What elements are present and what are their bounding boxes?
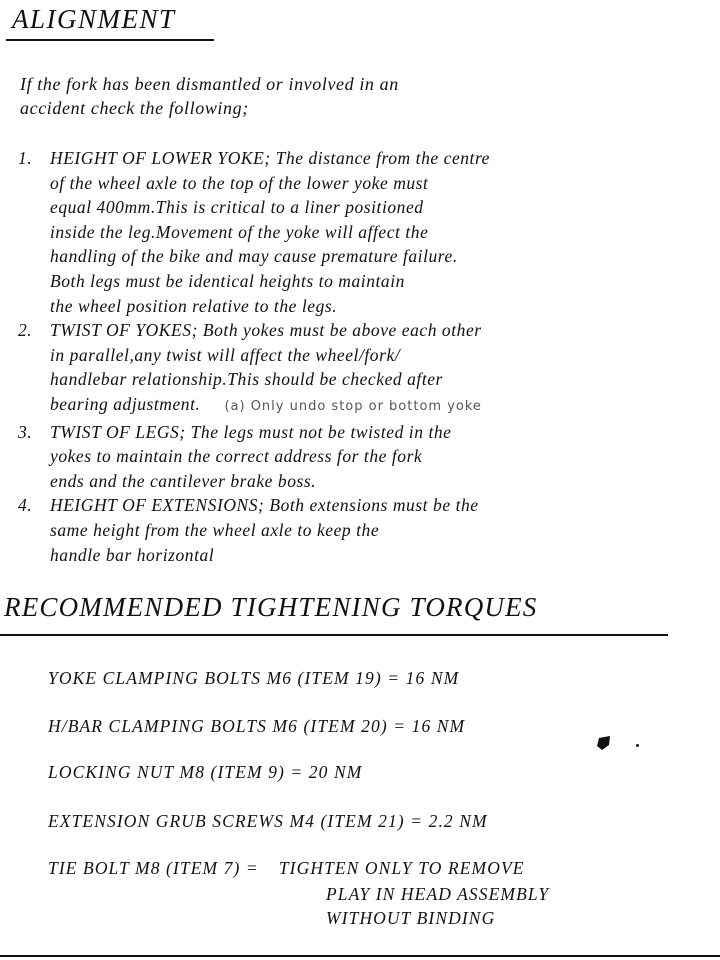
alignment-heading: ALIGNMENT: [12, 4, 176, 34]
item-number: 3.: [18, 421, 33, 442]
torques-heading-underline: [0, 634, 668, 636]
item-line: handling of the bike and may cause premature failure.: [50, 246, 458, 267]
torque-row-yoke-clamping: YOKE CLAMPING BOLTS M6 (ITEM 19) = 16 NM: [48, 668, 460, 688]
item-line: TWIST OF LEGS; The legs must not be twisted in the: [50, 421, 452, 442]
ink-dot-mark: [636, 744, 639, 747]
item-number: 4.: [18, 495, 33, 516]
checklist-item-extension-height: [18, 493, 708, 567]
item-line: TWIST OF YOKES; Both yokes must be above each other: [50, 320, 482, 341]
tie-bolt-value: TIGHTEN ONLY TO REMOVE: [278, 858, 525, 878]
torque-row-tie-bolt: [48, 858, 525, 879]
item-line: the wheel position relative to the legs.: [50, 295, 338, 316]
tie-bolt-value: PLAY IN HEAD ASSEMBLY: [326, 884, 550, 904]
item-line: HEIGHT OF EXTENSIONS; Both extensions must be the: [50, 495, 479, 516]
torque-row-locking-nut: LOCKING NUT M8 (ITEM 9) = 20 NM: [48, 762, 363, 782]
item-line: same height from the wheel axle to keep the: [50, 519, 380, 540]
torque-row-grub-screws: EXTENSION GRUB SCREWS M4 (ITEM 21) = 2.2 NM: [48, 811, 488, 831]
item-number: 1.: [18, 148, 33, 168]
item-line: ends and the cantilever brake boss.: [50, 470, 317, 491]
alignment-heading-underline: [6, 39, 214, 41]
bottom-rule: [0, 955, 720, 957]
item-line: bearing adjustment.: [50, 393, 201, 414]
tie-bolt-value: WITHOUT BINDING: [326, 908, 496, 928]
handwritten-note: (a) Only undo stop or bottom yoke: [224, 398, 482, 414]
intro-line: accident check the following;: [20, 98, 249, 118]
item-line: of the wheel axle to the top of the lower yoke must: [50, 172, 429, 193]
intro-line: If the fork has been dismantled or involved in an: [20, 74, 399, 94]
torque-row-hbar-clamping: H/BAR CLAMPING BOLTS M6 (ITEM 20) = 16 NM: [48, 716, 466, 736]
tie-bolt-label: TIE BOLT M8 (ITEM 7) =: [48, 858, 259, 878]
item-line: equal 400mm.This is critical to a liner positioned: [50, 197, 424, 218]
item-line: Both legs must be identical heights to maintain: [50, 270, 405, 291]
ink-blot-mark: [596, 736, 612, 750]
item-line: handle bar horizontal: [50, 544, 215, 565]
checklist-item-lower-yoke-height: [18, 146, 708, 318]
item-line: HEIGHT OF LOWER YOKE; The distance from the centre: [50, 148, 490, 168]
item-line: in parallel,any twist will affect the wheel/fork/: [50, 344, 401, 365]
checklist-item-leg-twist: [18, 420, 708, 494]
item-line-with-note: [50, 392, 708, 420]
item-line: yokes to maintain the correct address for the fork: [50, 446, 423, 467]
alignment-intro: [20, 72, 680, 120]
checklist-item-yoke-twist: [18, 318, 708, 419]
item-number: 2.: [18, 320, 33, 341]
torques-heading: RECOMMENDED TIGHTENING TORQUES: [4, 592, 538, 622]
item-line: inside the leg.Movement of the yoke will affect the: [50, 221, 429, 242]
alignment-checklist: [18, 146, 708, 567]
item-line: handlebar relationship.This should be checked after: [50, 369, 443, 390]
